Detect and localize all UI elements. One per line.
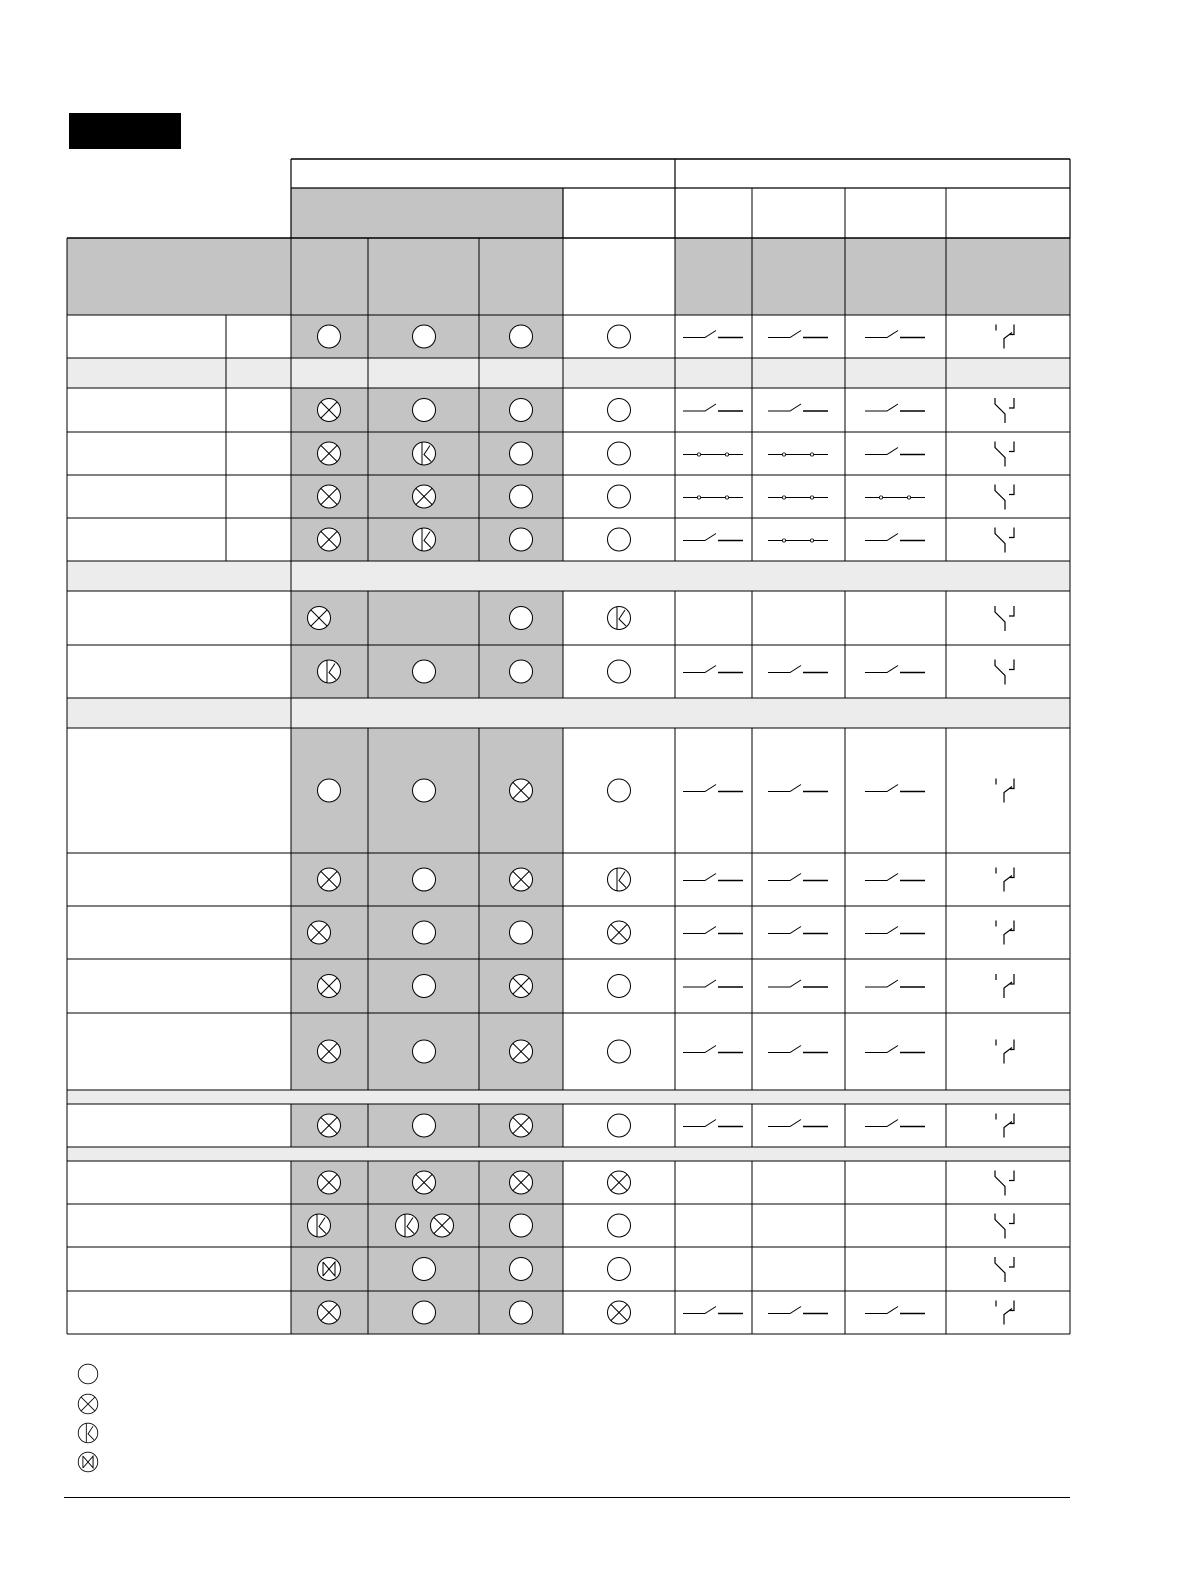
relay-open-icon bbox=[996, 1040, 1014, 1064]
row-separator-band bbox=[67, 1090, 1070, 1104]
crossed-circle-icon bbox=[510, 868, 533, 891]
open-circle-icon bbox=[510, 660, 533, 683]
switch-open-icon bbox=[768, 404, 828, 411]
legend-item bbox=[78, 1423, 98, 1443]
open-circle-icon bbox=[413, 779, 436, 802]
relay-open-icon bbox=[996, 921, 1014, 945]
switch-open-icon bbox=[683, 874, 743, 881]
crossed-circle-icon bbox=[608, 1171, 631, 1194]
switch-open-icon bbox=[768, 1120, 828, 1127]
row-shaded-region bbox=[368, 591, 479, 645]
relay-closed-icon bbox=[995, 528, 1014, 553]
switch-closed-icon bbox=[683, 453, 743, 456]
group-header-band bbox=[67, 358, 1070, 388]
crossed-circle-icon bbox=[308, 921, 331, 944]
relay-closed-icon bbox=[995, 1257, 1014, 1282]
switch-open-icon bbox=[865, 448, 925, 455]
open-circle-icon bbox=[510, 325, 533, 348]
bowtie-circle-icon bbox=[78, 1452, 98, 1472]
relay-open-icon bbox=[996, 1114, 1014, 1138]
switch-open-icon bbox=[683, 404, 743, 411]
open-circle-icon bbox=[413, 868, 436, 891]
crossed-circle-icon bbox=[78, 1394, 98, 1414]
switch-open-icon bbox=[768, 1046, 828, 1053]
switch-open-icon bbox=[865, 927, 925, 934]
flashing-circle-icon bbox=[396, 1214, 419, 1237]
open-circle-icon bbox=[608, 1214, 631, 1237]
open-circle-icon bbox=[510, 399, 533, 422]
open-circle-icon bbox=[510, 1301, 533, 1324]
crossed-circle-icon bbox=[413, 1171, 436, 1194]
open-circle-icon bbox=[413, 1258, 436, 1281]
open-circle-icon bbox=[510, 1214, 533, 1237]
flashing-circle-icon bbox=[318, 660, 341, 683]
crossed-circle-icon bbox=[318, 1114, 341, 1137]
open-circle-icon bbox=[413, 325, 436, 348]
switch-open-icon bbox=[865, 666, 925, 673]
header-shaded-cell bbox=[368, 238, 479, 315]
crossed-circle-icon bbox=[318, 1171, 341, 1194]
relay-open-icon bbox=[996, 1301, 1014, 1325]
switch-open-icon bbox=[768, 331, 828, 338]
switch-open-icon bbox=[683, 1120, 743, 1127]
header-shaded-cell bbox=[752, 238, 845, 315]
header-shaded-cell bbox=[845, 238, 946, 315]
switch-open-icon bbox=[768, 980, 828, 987]
crossed-circle-icon bbox=[318, 485, 341, 508]
switch-open-icon bbox=[768, 785, 828, 792]
switch-closed-icon bbox=[768, 453, 828, 456]
crossed-circle-icon bbox=[510, 779, 533, 802]
open-circle-icon bbox=[318, 325, 341, 348]
flashing-circle-icon bbox=[308, 1214, 331, 1237]
switch-open-icon bbox=[865, 534, 925, 541]
open-circle-icon bbox=[510, 607, 533, 630]
open-circle-icon bbox=[510, 528, 533, 551]
switch-closed-icon bbox=[768, 539, 828, 542]
open-circle-icon bbox=[78, 1364, 98, 1384]
switch-open-icon bbox=[865, 1307, 925, 1314]
open-circle-icon bbox=[608, 485, 631, 508]
relay-closed-icon bbox=[995, 442, 1014, 467]
flashing-circle-icon bbox=[413, 528, 436, 551]
relay-closed-icon bbox=[995, 398, 1014, 423]
switch-open-icon bbox=[683, 1307, 743, 1314]
switch-open-icon bbox=[683, 534, 743, 541]
open-circle-icon bbox=[608, 779, 631, 802]
crossed-circle-icon bbox=[318, 399, 341, 422]
open-circle-icon bbox=[510, 485, 533, 508]
switch-open-icon bbox=[683, 331, 743, 338]
switch-open-icon bbox=[683, 1046, 743, 1053]
relay-open-icon bbox=[996, 779, 1014, 803]
legend-item bbox=[78, 1452, 98, 1472]
legend-item bbox=[78, 1364, 98, 1384]
open-circle-icon bbox=[510, 921, 533, 944]
switch-open-icon bbox=[865, 404, 925, 411]
open-circle-icon bbox=[608, 325, 631, 348]
relay-closed-icon bbox=[995, 1214, 1014, 1239]
open-circle-icon bbox=[608, 399, 631, 422]
switch-open-icon bbox=[768, 927, 828, 934]
header-shaded-cell bbox=[479, 238, 563, 315]
open-circle-icon bbox=[608, 1258, 631, 1281]
crossed-circle-icon bbox=[608, 1301, 631, 1324]
header-shaded-cell bbox=[946, 238, 1070, 315]
crossed-circle-icon bbox=[318, 1301, 341, 1324]
crossed-circle-icon bbox=[608, 921, 631, 944]
crossed-circle-icon bbox=[431, 1214, 454, 1237]
legend-item bbox=[78, 1394, 98, 1414]
open-circle-icon bbox=[413, 660, 436, 683]
open-circle-icon bbox=[413, 1040, 436, 1063]
open-circle-icon bbox=[413, 1114, 436, 1137]
open-circle-icon bbox=[608, 660, 631, 683]
crossed-circle-icon bbox=[510, 1114, 533, 1137]
relay-open-icon bbox=[996, 868, 1014, 892]
open-circle-icon bbox=[413, 975, 436, 998]
relay-closed-icon bbox=[995, 485, 1014, 510]
flashing-circle-icon bbox=[608, 607, 631, 630]
open-circle-icon bbox=[608, 442, 631, 465]
row-separator-band bbox=[67, 1147, 1070, 1161]
group-header-band bbox=[67, 698, 1070, 728]
crossed-circle-icon bbox=[318, 528, 341, 551]
open-circle-icon bbox=[608, 528, 631, 551]
relay-closed-icon bbox=[995, 1171, 1014, 1196]
group-header-band bbox=[67, 561, 1070, 591]
open-circle-icon bbox=[510, 1258, 533, 1281]
switch-open-icon bbox=[865, 785, 925, 792]
switch-open-icon bbox=[683, 980, 743, 987]
crossed-circle-icon bbox=[510, 975, 533, 998]
open-circle-icon bbox=[318, 779, 341, 802]
switch-closed-icon bbox=[768, 496, 828, 499]
crossed-circle-icon bbox=[510, 1040, 533, 1063]
header-shaded-cell bbox=[291, 238, 368, 315]
switch-open-icon bbox=[865, 1046, 925, 1053]
switch-open-icon bbox=[683, 927, 743, 934]
crossed-circle-icon bbox=[318, 442, 341, 465]
switch-open-icon bbox=[865, 1120, 925, 1127]
switch-open-icon bbox=[768, 666, 828, 673]
open-circle-icon bbox=[413, 399, 436, 422]
open-circle-icon bbox=[608, 1040, 631, 1063]
switch-open-icon bbox=[865, 874, 925, 881]
flashing-circle-icon bbox=[78, 1423, 98, 1443]
open-circle-icon bbox=[608, 975, 631, 998]
open-circle-icon bbox=[413, 1301, 436, 1324]
open-circle-icon bbox=[510, 442, 533, 465]
bowtie-circle-icon bbox=[318, 1258, 341, 1281]
flashing-circle-icon bbox=[608, 868, 631, 891]
crossed-circle-icon bbox=[510, 1171, 533, 1194]
relay-closed-icon bbox=[995, 606, 1014, 631]
crossed-circle-icon bbox=[308, 607, 331, 630]
header-shaded-group bbox=[291, 188, 563, 238]
crossed-circle-icon bbox=[413, 485, 436, 508]
header-row-label-cell bbox=[67, 238, 291, 315]
switch-open-icon bbox=[683, 666, 743, 673]
switch-open-icon bbox=[683, 785, 743, 792]
open-circle-icon bbox=[608, 1114, 631, 1137]
switch-closed-icon bbox=[865, 496, 925, 499]
flashing-circle-icon bbox=[413, 442, 436, 465]
open-circle-icon bbox=[413, 921, 436, 944]
relay-open-icon bbox=[996, 325, 1014, 349]
switch-open-icon bbox=[865, 331, 925, 338]
switch-open-icon bbox=[768, 1307, 828, 1314]
header-shaded-cell bbox=[675, 238, 752, 315]
relay-open-icon bbox=[996, 974, 1014, 998]
crossed-circle-icon bbox=[318, 868, 341, 891]
switch-open-icon bbox=[768, 874, 828, 881]
page-footer-rule bbox=[64, 1497, 1070, 1498]
crossed-circle-icon bbox=[318, 975, 341, 998]
crossed-circle-icon bbox=[318, 1040, 341, 1063]
switch-closed-icon bbox=[683, 496, 743, 499]
relay-closed-icon bbox=[995, 660, 1014, 685]
switch-open-icon bbox=[865, 980, 925, 987]
